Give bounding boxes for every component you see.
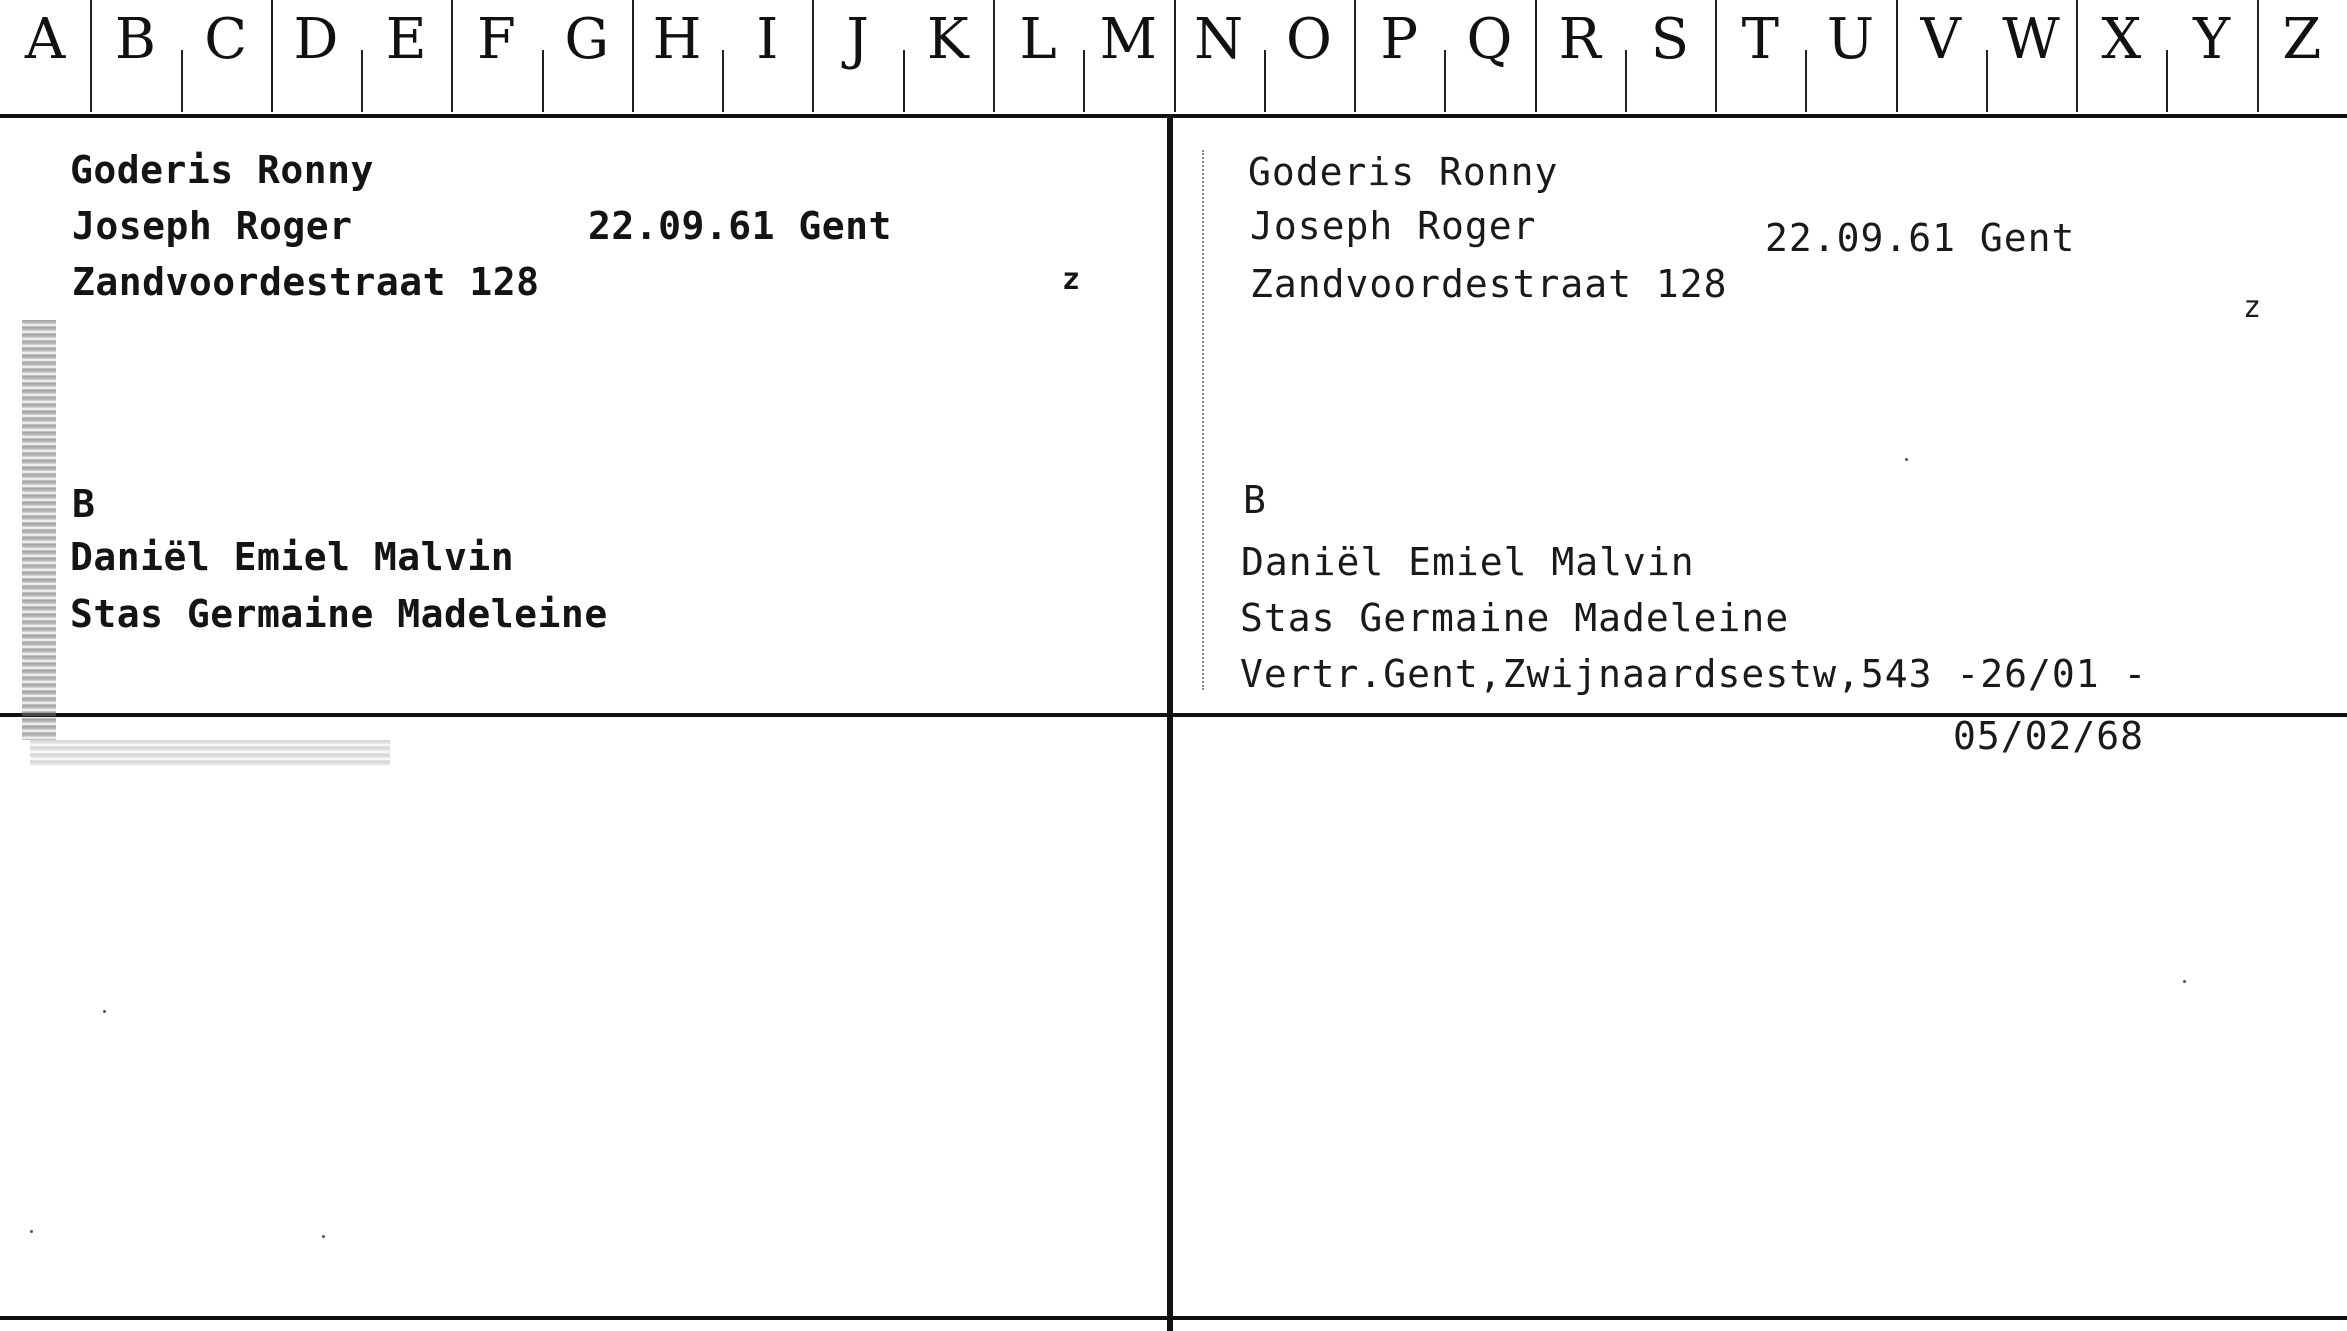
left-section: B [72, 482, 96, 526]
header-rule [0, 114, 2347, 118]
card-bottom-rule [0, 1316, 2347, 1320]
left-given-names: Joseph Roger [72, 204, 353, 248]
scan-speck [2183, 980, 2186, 983]
index-separator [1535, 0, 1537, 112]
index-letter-n: N [1194, 7, 1244, 72]
right-name-line: Goderis Ronny [1248, 150, 1559, 194]
index-letter-l: L [1019, 7, 1057, 72]
index-separator [632, 0, 634, 112]
scan-smudge [22, 320, 56, 740]
scan-speck [1905, 458, 1908, 461]
index-letter-d: D [293, 7, 339, 72]
index-separator [271, 0, 273, 112]
index-letter-i: I [756, 7, 779, 72]
index-separator [812, 0, 814, 112]
right-father: Daniël Emiel Malvin [1241, 540, 1695, 584]
index-separator [1805, 50, 1807, 112]
index-letter-p: P [1380, 7, 1418, 72]
index-separator [2257, 0, 2259, 112]
index-letter-r: R [1558, 7, 1601, 72]
right-address: Zandvoordestraat 128 [1250, 262, 1728, 306]
alphabet-index-header [0, 0, 2347, 112]
index-letter-g: G [564, 7, 610, 72]
left-name-line: Goderis Ronny [70, 148, 374, 192]
left-mark: z [1062, 262, 1081, 297]
scan-speck [30, 1230, 33, 1233]
index-separator [1625, 50, 1627, 112]
margin-guide-line [1202, 150, 1204, 690]
index-separator [90, 0, 92, 112]
index-separator [2076, 0, 2078, 112]
index-separator [1264, 50, 1266, 112]
right-departure: Vertr.Gent,Zwijnaardsestw,543 -26/01 - [1240, 652, 2148, 696]
index-letter-a: A [24, 7, 66, 72]
index-separator [1444, 50, 1446, 112]
right-departure-date: 05/02/68 [1953, 714, 2145, 758]
index-separator [903, 50, 905, 112]
index-letter-v: V [1920, 7, 1961, 72]
left-mother: Stas Germaine Madeleine [70, 592, 608, 636]
index-separator [722, 50, 724, 112]
right-mother: Stas Germaine Madeleine [1240, 596, 1790, 640]
right-section: B [1243, 478, 1267, 522]
index-separator [993, 0, 995, 112]
index-letter-f: F [477, 7, 516, 72]
right-mark: z [2243, 290, 2263, 325]
index-letter-x: X [2101, 7, 2142, 72]
index-separator [542, 50, 544, 112]
left-father: Daniël Emiel Malvin [70, 535, 515, 579]
index-letter-c: C [204, 7, 248, 72]
index-separator [361, 50, 363, 112]
index-separator [1896, 0, 1898, 112]
card-center-divider [1167, 118, 1173, 1331]
index-letter-k: K [926, 7, 969, 72]
right-birth: 22.09.61 Gent [1765, 216, 2076, 260]
index-separator [1715, 0, 1717, 112]
right-given-names: Joseph Roger [1250, 204, 1537, 248]
index-letter-z: Z [2282, 7, 2322, 72]
index-letter-j: J [846, 7, 869, 72]
left-birth: 22.09.61 Gent [588, 204, 892, 248]
index-separator [1083, 50, 1085, 112]
index-separator [1354, 0, 1356, 112]
scan-speck [103, 1010, 106, 1013]
index-letter-q: Q [1466, 7, 1513, 72]
scan-speck [322, 1235, 325, 1238]
scan-smudge [30, 740, 390, 766]
index-letter-e: E [385, 7, 427, 72]
index-separator [181, 50, 183, 112]
index-letter-m: M [1099, 7, 1158, 72]
index-separator [2166, 50, 2168, 112]
left-address: Zandvoordestraat 128 [72, 260, 540, 304]
index-letter-h: H [652, 7, 702, 72]
index-letter-w: W [2002, 7, 2060, 72]
index-letter-y: Y [2193, 7, 2231, 72]
index-letter-s: S [1650, 7, 1690, 72]
index-separator [1174, 0, 1176, 112]
index-separator [1986, 50, 1988, 112]
index-letter-t: T [1741, 7, 1779, 72]
index-separator [451, 0, 453, 112]
index-letter-u: U [1826, 7, 1875, 72]
index-letter-o: O [1285, 7, 1332, 72]
index-letter-b: B [114, 7, 156, 72]
